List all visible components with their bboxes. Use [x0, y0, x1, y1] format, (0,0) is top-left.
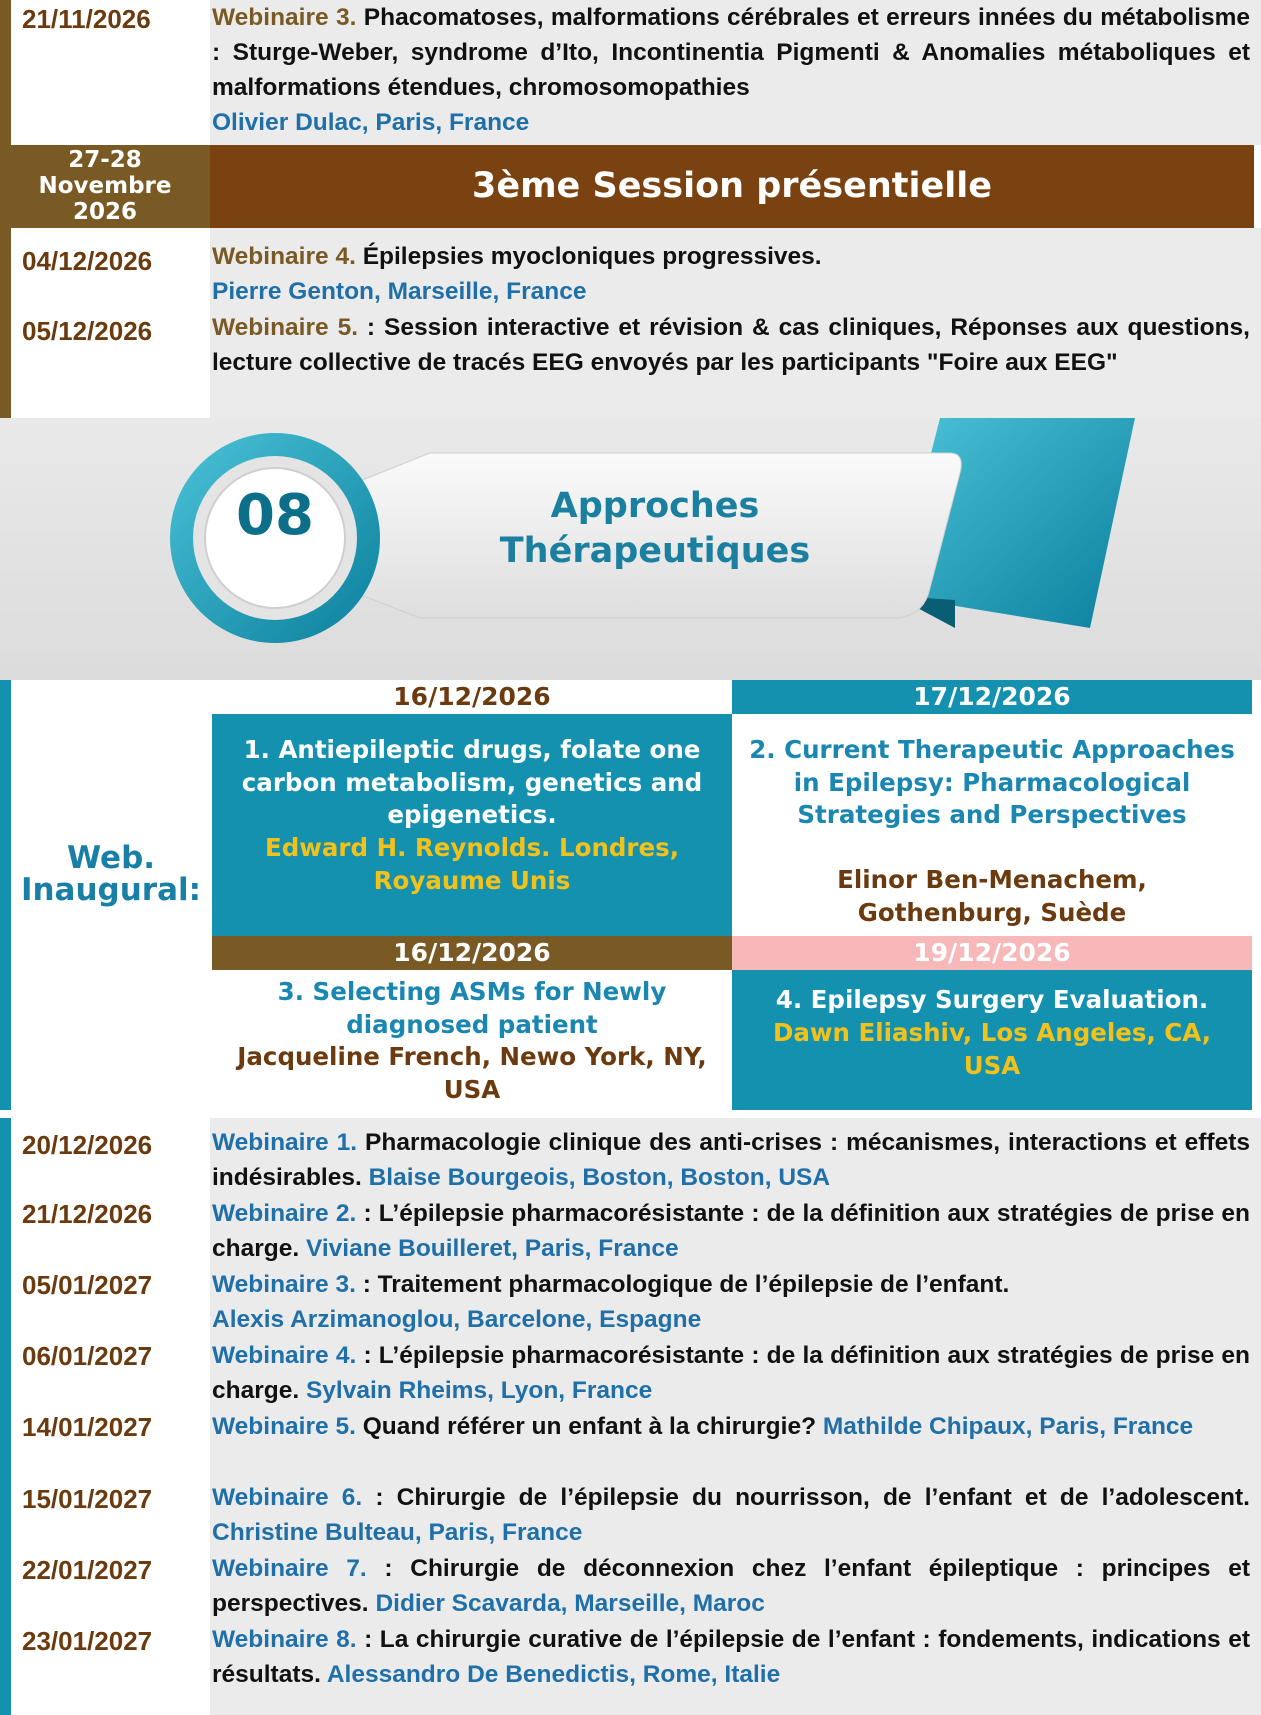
webinar-label: Webinaire 4. [212, 243, 356, 270]
webinar-title: : L’épilepsie pharmacorésistante : de la définition aux stratégies de prise en charge. [212, 1342, 1250, 1404]
cell-speaker: Dawn Eliashiv, Los Angeles, CA, USA [772, 1018, 1212, 1080]
item-date: 05/12/2026 [22, 316, 153, 346]
webinar-item [212, 1125, 1250, 1195]
cell-date: 19/12/2026 [732, 936, 1252, 970]
module-title-line1: Approches [550, 486, 760, 526]
session-date-box [0, 145, 210, 228]
item-date: 05/01/2027 [22, 1270, 153, 1300]
session-title: 3ème Session présentielle [472, 166, 992, 206]
webinar-item [212, 1196, 1250, 1266]
webinar-label: Webinaire 6. [212, 1484, 363, 1511]
webinar-item [212, 1551, 1250, 1621]
inaugural-cell [732, 970, 1252, 1110]
webinar-speaker: Alessandro De Benedictis, Rome, Italie [326, 1661, 781, 1688]
webinar-title: Pharmacologie clinique des anti-crises : mécanismes, interactions et effets indésirables. [212, 1129, 1250, 1191]
webinar-item [212, 0, 1250, 140]
inaugural-cell [732, 714, 1252, 936]
webinar-item [212, 310, 1250, 380]
module-banner [0, 418, 1261, 680]
webinar-title: : Traitement pharmacologique de l’épilepsie de l’enfant. [355, 1271, 1010, 1298]
webinar-title: Quand référer un enfant à la chirurgie? [355, 1413, 823, 1440]
webinar-title: : Session interactive et révision & cas cliniques, Réponses aux questions, lecture collective de tracés EEG envoyés par les participants "Foire aux EEG" [212, 314, 1250, 376]
webinar-label: Webinaire 8. [212, 1626, 357, 1653]
item-date: 04/12/2026 [22, 246, 153, 276]
item-date: 20/12/2026 [22, 1130, 153, 1160]
item-date: 22/01/2027 [22, 1555, 153, 1585]
module-title-line2: Thérapeutiques [499, 531, 811, 571]
webinar-item [212, 1409, 1250, 1444]
cell-title: 3. Selecting ASMs for Newly diagnosed patient [277, 977, 667, 1039]
webinar-label: Webinaire 1. [212, 1129, 358, 1156]
webinar-label: Webinaire 7. [212, 1555, 367, 1582]
left-accent-bar [0, 680, 11, 1110]
cell-date: 16/12/2026 [212, 680, 732, 714]
webinar-label: Webinaire 4. [212, 1342, 357, 1369]
webinar-speaker: Mathilde Chipaux, Paris, France [822, 1413, 1194, 1440]
webinar-item [212, 1267, 1250, 1337]
session-date-line2: Novembre [38, 173, 172, 199]
left-accent-bar [0, 228, 11, 418]
webinar-label: Webinaire 5. [212, 1413, 356, 1440]
inaugural-cell [212, 714, 732, 936]
session-date-line1: 27-28 [68, 147, 142, 173]
cell-title: 4. Epilepsy Surgery Evaluation. [775, 985, 1209, 1014]
webinar-title: Phacomatoses, malformations cérébrales et erreurs innées du métabolisme : Sturge-Weber, syndrome d’Ito, Incontinentia Pigmenti & Anomalies métaboliques et malformations étendues, chromosomopathies [212, 4, 1250, 101]
inaugural-label-line2: Inaugural: [20, 872, 202, 908]
webinar-speaker: Olivier Dulac, Paris, France [212, 109, 530, 136]
webinar-item [212, 1338, 1250, 1408]
webinar-title: : L’épilepsie pharmacorésistante : de la définition aux stratégies de prise en charge. [212, 1200, 1250, 1262]
session-title-bar [210, 145, 1254, 228]
webinar-speaker: Sylvain Rheims, Lyon, France [305, 1377, 653, 1404]
webinar-item [212, 1622, 1250, 1692]
cell-date: 16/12/2026 [212, 936, 732, 970]
webinar-title: : Chirurgie de déconnexion chez l’enfant épileptique : principes et perspectives. [212, 1555, 1250, 1617]
webinar-title: : Chirurgie de l’épilepsie du nourrisson, de l’enfant et de l’adolescent. [362, 1484, 1250, 1511]
webinar-title: : La chirurgie curative de l’épilepsie de l’enfant : fondements, indications et résultats. [212, 1626, 1250, 1688]
webinar-item [212, 239, 1250, 309]
item-date: 15/01/2027 [22, 1484, 153, 1514]
webinar-speaker: Viviane Bouilleret, Paris, France [305, 1235, 679, 1262]
webinar-label: Webinaire 5. [212, 314, 358, 341]
webinar-speaker: Christine Bulteau, Paris, France [212, 1519, 583, 1546]
inaugural-label-line1: Web. [66, 840, 156, 876]
webinar-speaker: Didier Scavarda, Marseille, Maroc [375, 1590, 765, 1617]
cell-title: 2. Current Therapeutic Approaches in Epilepsy: Pharmacological Strategies and Perspectives [749, 735, 1235, 829]
session-date-line3: 2026 [72, 199, 137, 225]
cell-speaker: Jacqueline French, Newo York, NY, USA [237, 1042, 707, 1104]
inaugural-cell [212, 970, 732, 1110]
webinar-speaker: Alexis Arzimanoglou, Barcelone, Espagne [212, 1306, 702, 1333]
item-date: 23/01/2027 [22, 1626, 153, 1656]
inaugural-label-box [11, 680, 211, 1110]
webinar-label: Webinaire 3. [212, 1271, 356, 1298]
cell-speaker: Elinor Ben-Menachem, Gothenburg, Suède [837, 865, 1147, 927]
webinar-item [212, 1480, 1250, 1550]
webinar-label: Webinaire 3. [212, 4, 357, 31]
webinar-label: Webinaire 2. [212, 1200, 357, 1227]
module-title [430, 484, 880, 574]
webinar-speaker: Blaise Bourgeois, Boston, Boston, USA [368, 1164, 831, 1191]
item-date: 21/12/2026 [22, 1199, 153, 1229]
cell-date: 17/12/2026 [732, 680, 1252, 714]
item-date: 14/01/2027 [22, 1412, 153, 1442]
webinar-title: Épilepsies myocloniques progressives. [355, 243, 822, 270]
item-date: 21/11/2026 [22, 4, 151, 34]
item-date: 06/01/2027 [22, 1341, 153, 1371]
webinar-speaker: Pierre Genton, Marseille, France [212, 278, 587, 305]
left-accent-bar [0, 1118, 11, 1715]
module-number: 08 [236, 483, 314, 548]
left-accent-bar [0, 0, 11, 145]
cell-title: 1. Antiepileptic drugs, folate one carbon metabolism, genetics and epigenetics. [241, 735, 703, 829]
cell-speaker: Edward H. Reynolds. Londres, Royaume Unis [264, 833, 680, 895]
